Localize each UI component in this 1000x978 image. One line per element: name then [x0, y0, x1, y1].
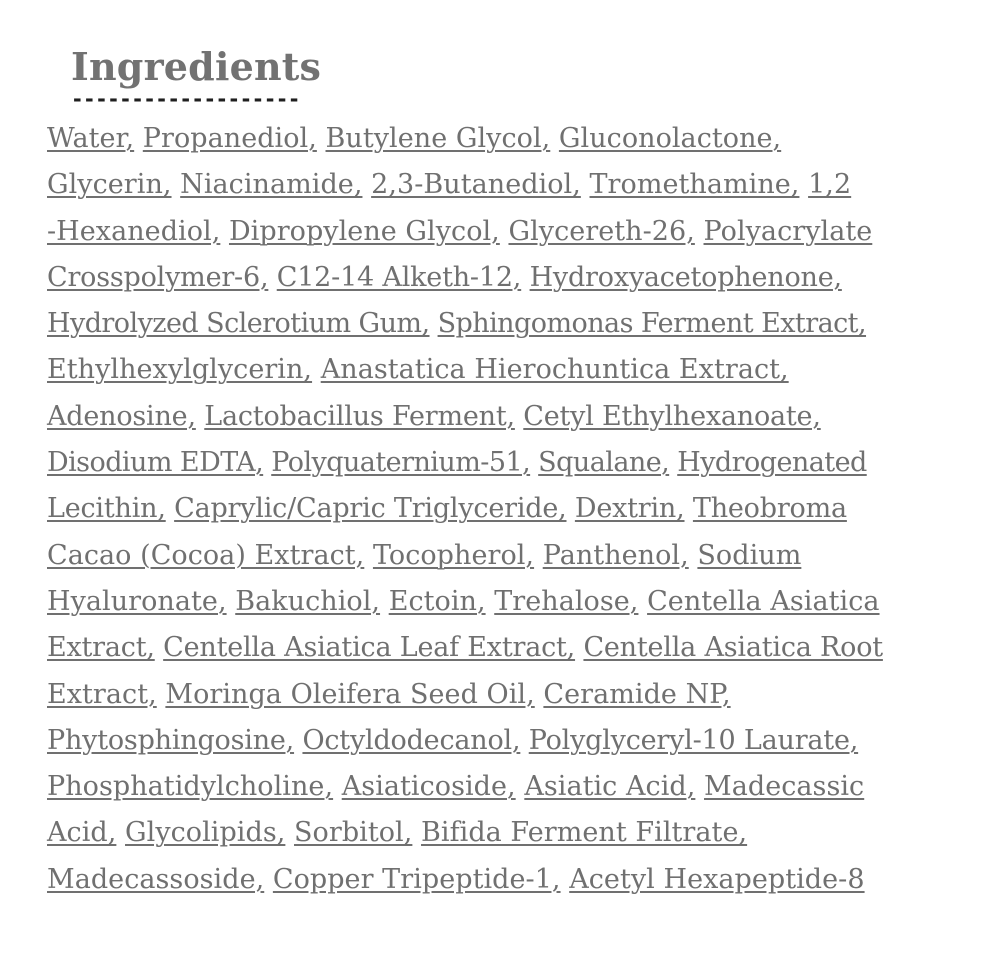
- ingredients-list: [47, 116, 959, 903]
- ingredient-link[interactable]: Sodium: [697, 539, 802, 571]
- ingredient-link[interactable]: Hyaluronate,: [47, 585, 227, 617]
- ingredient-link[interactable]: Propanediol,: [142, 123, 317, 154]
- ingredients-line: [47, 764, 959, 810]
- ingredient-link[interactable]: Trehalose,: [494, 585, 639, 617]
- ingredient-link[interactable]: Madecassoside,: [47, 863, 265, 895]
- ingredient-link[interactable]: Disodium EDTA,: [47, 447, 264, 479]
- ingredients-line: [47, 347, 959, 393]
- ingredients-line: [47, 486, 959, 532]
- ingredients-line: [47, 209, 959, 255]
- ingredient-link[interactable]: 1,2: [808, 169, 852, 201]
- title-divider: -------------------: [71, 87, 300, 111]
- ingredients-line: [47, 857, 959, 903]
- ingredient-link[interactable]: Glycolipids,: [125, 817, 286, 849]
- ingredients-line: [47, 116, 959, 162]
- ingredient-link[interactable]: Gluconolactone,: [558, 123, 782, 154]
- ingredient-link[interactable]: Glycereth-26,: [508, 215, 695, 247]
- ingredient-link[interactable]: Centella Asiatica Root: [583, 632, 883, 664]
- ingredients-line: [47, 579, 959, 625]
- ingredient-link[interactable]: Dipropylene Glycol,: [228, 215, 500, 247]
- ingredient-link[interactable]: Squalane,: [538, 447, 670, 479]
- ingredient-link[interactable]: Ceramide NP,: [543, 678, 731, 710]
- ingredient-link[interactable]: Octyldodecanol,: [302, 724, 521, 756]
- ingredients-line: [47, 394, 959, 440]
- ingredients-line: [47, 301, 959, 347]
- ingredient-link[interactable]: Ethylhexylglycerin,: [47, 354, 313, 386]
- ingredient-link[interactable]: Tromethamine,: [589, 169, 800, 201]
- ingredient-link[interactable]: 2,3-Butanediol,: [371, 169, 581, 201]
- ingredient-link[interactable]: Adenosine,: [47, 400, 196, 432]
- ingredient-link[interactable]: Butylene Glycol,: [325, 123, 551, 154]
- ingredient-link[interactable]: Cetyl Ethylhexanoate,: [523, 400, 821, 432]
- ingredient-link[interactable]: Hydroxyacetophenone,: [529, 261, 842, 293]
- ingredients-line: [47, 718, 959, 764]
- ingredient-link[interactable]: Caprylic/Capric Triglyceride,: [174, 493, 567, 525]
- ingredient-link[interactable]: Extract,: [47, 678, 157, 710]
- ingredient-link[interactable]: Anastatica Hierochuntica Extract,: [320, 354, 789, 386]
- ingredient-link[interactable]: Dextrin,: [574, 493, 685, 525]
- ingredient-link[interactable]: Sphingomonas Ferment Extract,: [437, 308, 867, 340]
- ingredients-line: [47, 625, 959, 671]
- ingredient-link[interactable]: Tocopherol,: [372, 539, 535, 571]
- ingredient-link[interactable]: Cacao (Cocoa) Extract,: [47, 539, 365, 571]
- ingredient-link[interactable]: Madecassic: [704, 771, 865, 803]
- ingredient-link[interactable]: Panthenol,: [542, 539, 689, 571]
- ingredient-link[interactable]: Phytosphingosine,: [47, 724, 295, 756]
- ingredients-line: [47, 162, 959, 208]
- page-title: Ingredients: [71, 44, 322, 89]
- ingredient-link[interactable]: Crosspolymer-6,: [47, 261, 269, 293]
- ingredient-link[interactable]: Extract,: [47, 632, 155, 664]
- ingredient-link[interactable]: Asiatic Acid,: [524, 771, 696, 803]
- ingredient-link[interactable]: Copper Tripeptide-1,: [272, 863, 561, 895]
- ingredient-link[interactable]: Glycerin,: [47, 169, 172, 201]
- ingredient-link[interactable]: Niacinamide,: [180, 169, 363, 201]
- ingredient-link[interactable]: Centella Asiatica: [647, 585, 880, 617]
- ingredient-link[interactable]: C12-14 Alketh-12,: [276, 261, 522, 293]
- ingredients-line: [47, 533, 959, 579]
- ingredient-link[interactable]: Lactobacillus Ferment,: [204, 400, 515, 432]
- ingredient-link[interactable]: Hydrolyzed Sclerotium Gum,: [47, 308, 430, 340]
- ingredient-link[interactable]: Acetyl Hexapeptide-8: [569, 863, 865, 895]
- ingredient-link[interactable]: Polyacrylate: [703, 215, 873, 247]
- ingredients-line: [47, 810, 959, 856]
- ingredient-link[interactable]: Hydrogenated: [677, 447, 867, 479]
- ingredient-link[interactable]: Ectoin,: [388, 585, 486, 617]
- ingredient-link[interactable]: Theobroma: [692, 493, 847, 525]
- ingredient-link[interactable]: Phosphatidylcholine,: [47, 771, 334, 803]
- ingredient-link[interactable]: Bakuchiol,: [235, 585, 381, 617]
- ingredient-link[interactable]: Polyquaternium-51,: [271, 447, 531, 479]
- ingredient-link[interactable]: -Hexanediol,: [47, 215, 221, 247]
- ingredient-link[interactable]: Sorbitol,: [294, 817, 413, 849]
- ingredient-link[interactable]: Moringa Oleifera Seed Oil,: [165, 678, 535, 710]
- ingredient-link[interactable]: Water,: [47, 123, 135, 154]
- ingredient-link[interactable]: Acid,: [47, 817, 117, 849]
- ingredient-link[interactable]: Bifida Ferment Filtrate,: [421, 817, 748, 849]
- ingredients-line: [47, 672, 959, 718]
- ingredient-link[interactable]: Polyglyceryl-10 Laurate,: [528, 724, 859, 756]
- ingredient-link[interactable]: Lecithin,: [47, 493, 166, 525]
- ingredient-link[interactable]: Asiaticoside,: [341, 771, 516, 803]
- ingredients-line: [47, 255, 959, 301]
- ingredient-link[interactable]: Centella Asiatica Leaf Extract,: [163, 632, 576, 664]
- ingredients-line: [47, 440, 959, 486]
- ingredients-header: [71, 40, 322, 111]
